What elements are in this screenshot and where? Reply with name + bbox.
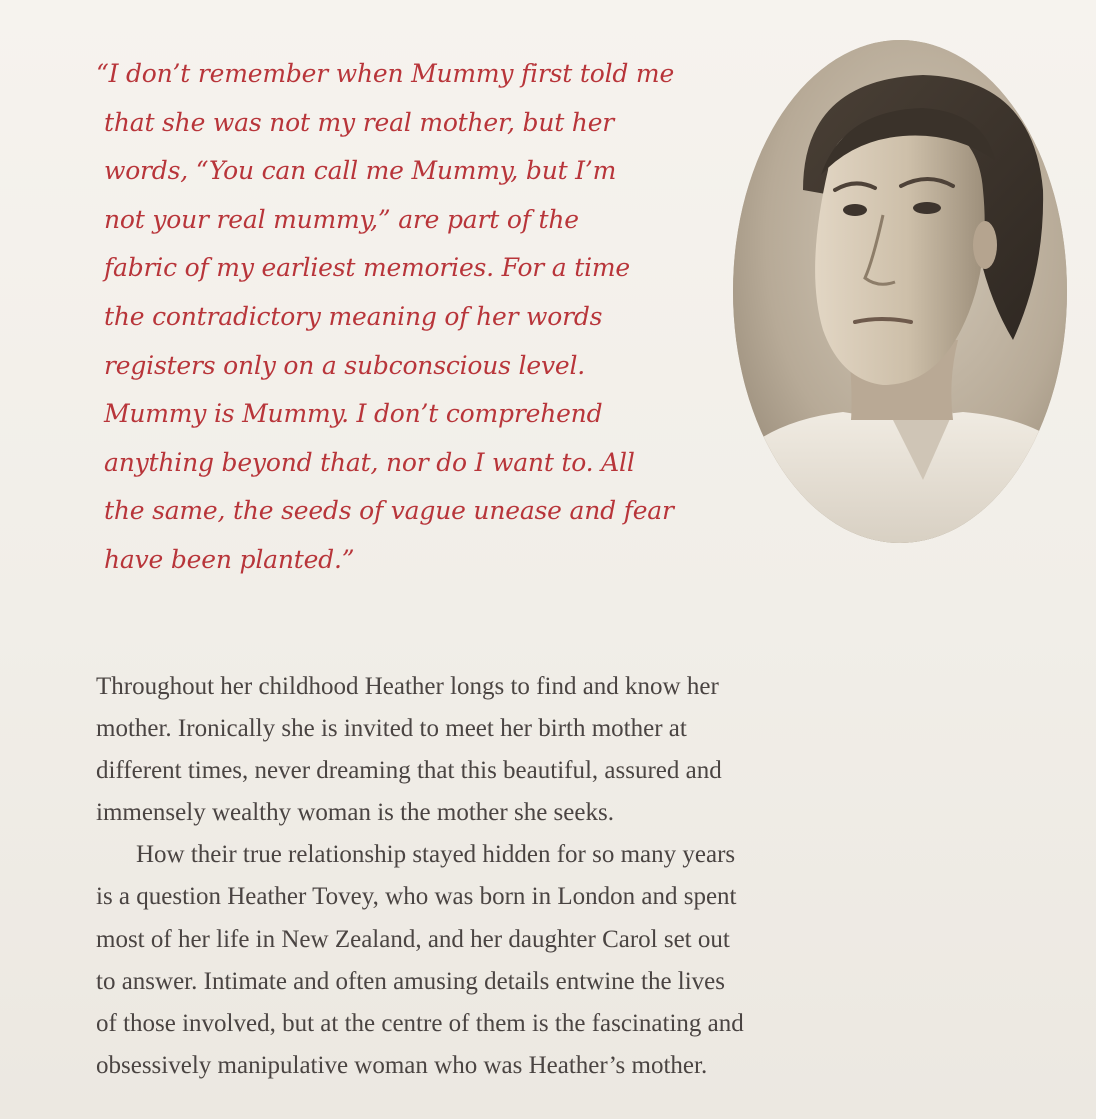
quote-line: have been planted.” <box>104 544 355 574</box>
left-eye <box>843 204 867 216</box>
body-line: of those involved, but at the centre of them is the fascinating and <box>96 1009 744 1037</box>
right-eye <box>913 202 941 214</box>
quote-line: words, “You can call me Mummy, but I’m <box>104 156 617 186</box>
portrait-illustration <box>733 40 1067 543</box>
quote-line: the contradictory meaning of her words <box>104 301 603 331</box>
quote-line: registers only on a subconscious level. <box>104 350 586 380</box>
body-line: is a question Heather Tovey, who was born in London and spent <box>96 883 737 911</box>
body-line: Throughout her childhood Heather longs to find and know her <box>96 673 719 700</box>
ear-shape <box>973 221 997 269</box>
body-line: different times, never dreaming that this beautiful, assured and <box>96 757 722 785</box>
quote-line: “I don’t remember when Mummy first told me <box>96 59 675 88</box>
body-line: mother. Ironically she is invited to meet her birth mother at <box>96 715 687 743</box>
portrait-photo <box>733 40 1067 543</box>
quote-line: anything beyond that, nor do I want to. All <box>104 447 635 477</box>
pull-quote <box>96 50 736 585</box>
body-line: most of her life in New Zealand, and her daughter Carol set out <box>96 925 730 953</box>
quote-line: not your real mummy,” are part of the <box>104 204 579 234</box>
body-line: obsessively manipulative woman who was Heather’s mother. <box>96 1051 708 1079</box>
quote-line: Mummy is Mummy. I don’t comprehend <box>104 399 603 429</box>
body-text <box>96 666 916 1087</box>
body-line: to answer. Intimate and often amusing details entwine the lives <box>96 967 726 995</box>
body-line: immensely wealthy woman is the mother she seeks. <box>96 799 614 827</box>
quote-line: the same, the seeds of vague unease and fear <box>104 496 674 526</box>
quote-line: that she was not my real mother, but her <box>104 107 615 137</box>
body-line: How their true relationship stayed hidden for so many years <box>136 841 736 869</box>
quote-line: fabric of my earliest memories. For a time <box>104 253 630 283</box>
